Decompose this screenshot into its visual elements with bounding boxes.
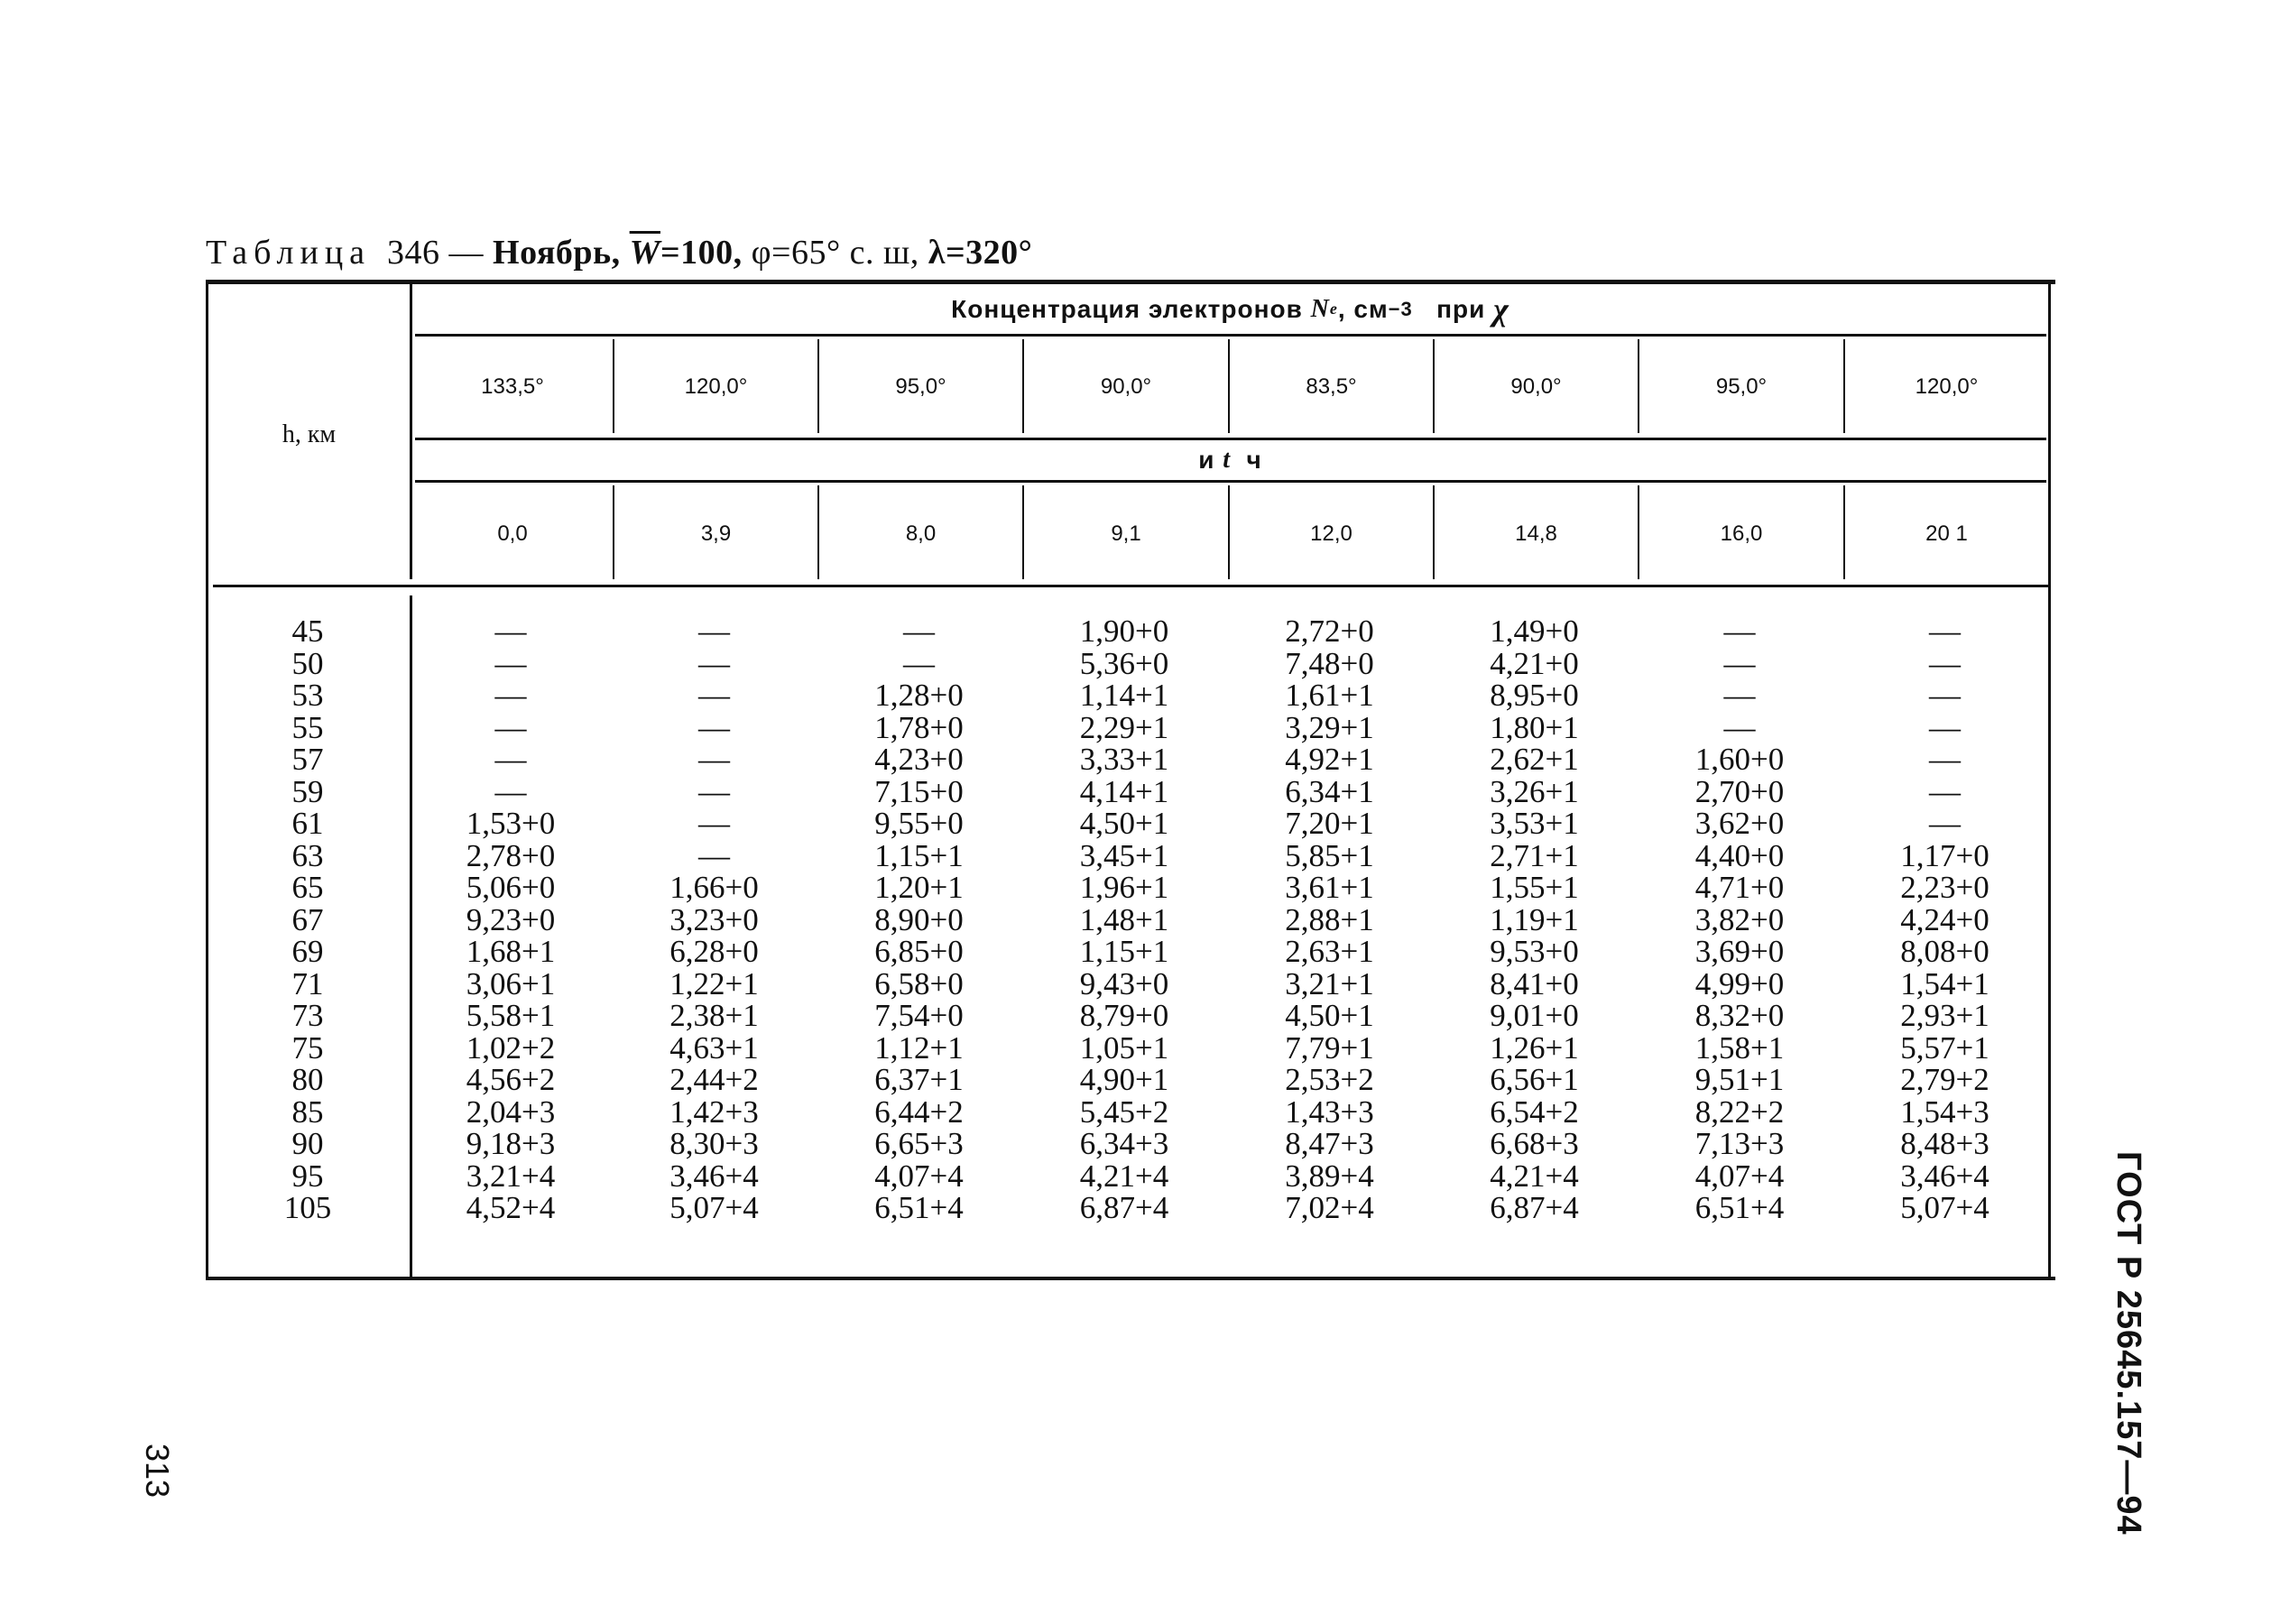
value-cell: — [1929, 773, 1961, 809]
value-cell: 1,54+1 [1900, 965, 1989, 1001]
value-cell: 1,48+1 [1079, 901, 1169, 937]
value-cell: 6,87+4 [1490, 1190, 1579, 1225]
value-cell: 8,41+0 [1490, 965, 1579, 1001]
value-cell: — [903, 645, 935, 681]
value-cell: 6,51+4 [1694, 1190, 1785, 1225]
value-cell: 1,55+1 [1490, 870, 1579, 905]
value-cell: 4,71+0 [1694, 870, 1785, 905]
table-caption [206, 233, 1032, 272]
value-cell: 8,90+0 [874, 901, 964, 937]
caption-lambda: λ=320° [928, 234, 1033, 272]
value-cell: — [698, 773, 730, 809]
height-cell: 53 [291, 678, 324, 713]
value-cell: 1,15+1 [1079, 934, 1169, 969]
value-cell: 4,56+2 [466, 1062, 556, 1097]
value-cell: 2,23+0 [1900, 870, 1989, 905]
value-cell: 8,22+2 [1694, 1093, 1785, 1130]
value-cell: 4,21+0 [1490, 645, 1579, 681]
value-cell: — [698, 645, 730, 681]
value-cell: 8,08+0 [1900, 934, 1989, 969]
time-value: 0,0 [497, 521, 528, 546]
value-cell: 2,78+0 [466, 837, 556, 873]
value-column [1227, 615, 1432, 1224]
caption-w-symbol: $\overline{W}$ [629, 234, 660, 272]
value-cell: — [1723, 678, 1756, 713]
time-value: 8,0 [905, 521, 937, 546]
table-body [206, 615, 2055, 1224]
concentration-title: Концентрация электронов [951, 294, 1303, 323]
value-cell: 1,96+1 [1079, 870, 1169, 905]
caption-phi: φ=65° с. ш, [751, 234, 919, 272]
value-cell: 7,13+3 [1694, 1126, 1785, 1161]
value-cell: 1,15+1 [874, 837, 964, 873]
value-cell: 5,36+0 [1079, 645, 1169, 681]
value-cell: 1,68+1 [466, 934, 556, 969]
value-cell: — [494, 742, 527, 777]
value-cell: — [494, 645, 527, 681]
height-cell: 57 [291, 742, 324, 777]
value-column [1842, 615, 2047, 1224]
value-cell: — [1723, 614, 1756, 649]
value-cell: 4,50+1 [1079, 806, 1169, 841]
time-value: 9,1 [1111, 521, 1141, 546]
value-cell: 1,53+0 [466, 806, 556, 841]
value-cell: 1,12+1 [874, 1029, 964, 1066]
height-cell: 45 [291, 614, 324, 649]
value-cell: 6,87+4 [1079, 1190, 1169, 1225]
time-value: 20 1 [1925, 521, 1968, 546]
concentration-header [412, 284, 2048, 334]
value-cell: — [698, 614, 730, 649]
value-column [1432, 615, 1637, 1224]
value-cell: 4,21+4 [1490, 1158, 1579, 1194]
time-prefix: и [1198, 446, 1215, 474]
value-cell: — [1929, 614, 1961, 649]
value-cell: — [1929, 678, 1961, 713]
value-cell: 6,44+2 [874, 1093, 964, 1130]
time-value: 16,0 [1720, 521, 1763, 546]
height-cell: 73 [291, 998, 324, 1033]
value-cell: 9,43+0 [1079, 965, 1169, 1001]
chi-value: 83,5° [1306, 374, 1357, 399]
value-cell: 6,56+1 [1490, 1062, 1579, 1097]
value-cell: 1,61+1 [1285, 678, 1374, 713]
value-cell: 1,19+1 [1490, 901, 1579, 937]
value-cell: 7,79+1 [1285, 1029, 1374, 1066]
value-cell: — [1929, 645, 1961, 681]
value-cell: — [1723, 645, 1756, 681]
value-cell: 2,71+1 [1490, 837, 1579, 873]
value-cell: 6,34+3 [1079, 1126, 1169, 1161]
value-cell: 5,57+1 [1900, 1029, 1989, 1066]
value-cell: 6,37+1 [874, 1062, 964, 1097]
value-cell: — [494, 614, 527, 649]
value-cell: 6,85+0 [874, 934, 964, 969]
value-cell: 2,79+2 [1900, 1062, 1989, 1097]
value-cell: — [698, 709, 730, 745]
h-column-header [208, 284, 410, 585]
value-cell: 4,90+1 [1079, 1062, 1169, 1097]
value-cell: 1,17+0 [1900, 837, 1989, 873]
value-cell: 7,54+0 [874, 998, 964, 1033]
value-cell: 3,69+0 [1694, 934, 1785, 969]
value-cell: — [1723, 709, 1756, 745]
value-cell: 1,28+0 [874, 678, 964, 713]
value-cell: 8,95+0 [1490, 678, 1579, 713]
value-cell: 4,52+4 [466, 1190, 556, 1225]
height-cell: 95 [291, 1158, 324, 1194]
height-cell: 67 [291, 901, 324, 937]
value-cell: 1,14+1 [1079, 678, 1169, 713]
value-cell: 9,23+0 [466, 901, 556, 937]
value-cell: 3,45+1 [1079, 837, 1169, 873]
value-cell: 1,02+2 [466, 1029, 556, 1066]
height-cell: 85 [291, 1093, 324, 1130]
value-cell: 5,45+2 [1079, 1093, 1169, 1130]
height-cell: 63 [291, 837, 324, 873]
value-cell: 4,24+0 [1900, 901, 1989, 937]
value-cell: 3,26+1 [1490, 773, 1579, 809]
ne-subscript: e [1329, 300, 1338, 318]
caption-dash: — [448, 234, 485, 272]
value-cell: 5,06+0 [466, 870, 556, 905]
value-cell: 3,82+0 [1694, 901, 1785, 937]
value-cell: 3,29+1 [1285, 709, 1374, 745]
value-cell: 1,54+3 [1900, 1093, 1989, 1130]
height-cell: 65 [291, 870, 324, 905]
value-cell: 3,53+1 [1490, 806, 1579, 841]
value-cell: 2,53+2 [1285, 1062, 1374, 1097]
chi-symbol: χ [1493, 291, 1509, 328]
value-cell: 6,28+0 [669, 934, 759, 969]
value-column [410, 615, 612, 1224]
value-cell: 1,58+1 [1694, 1029, 1785, 1066]
value-cell: 1,42+3 [669, 1093, 759, 1130]
value-cell: 3,21+1 [1285, 965, 1374, 1001]
value-cell: 4,92+1 [1285, 742, 1374, 777]
value-column [817, 615, 1021, 1224]
value-cell: 2,38+1 [669, 998, 759, 1033]
value-cell: 4,21+4 [1079, 1158, 1169, 1194]
value-cell: 1,43+3 [1285, 1093, 1374, 1130]
value-cell: 1,05+1 [1079, 1029, 1169, 1066]
value-columns [410, 615, 2047, 1224]
value-cell: — [494, 678, 527, 713]
caption-w-value: =100, [660, 234, 743, 272]
chi-value: 120,0° [684, 374, 748, 399]
height-cell: 50 [291, 645, 324, 681]
value-cell: 2,70+0 [1694, 773, 1785, 809]
value-cell: 4,07+4 [1694, 1158, 1785, 1194]
chi-value: 90,0° [1510, 374, 1562, 399]
value-column [612, 615, 817, 1224]
value-cell: — [698, 678, 730, 713]
chi-value: 90,0° [1100, 374, 1152, 399]
value-cell: 8,48+3 [1900, 1126, 1989, 1161]
value-cell: 5,07+4 [669, 1190, 759, 1225]
height-cell: 105 [283, 1190, 332, 1225]
value-cell: 1,22+1 [669, 965, 759, 1001]
value-cell: 2,88+1 [1285, 901, 1374, 937]
at-label: при [1436, 294, 1486, 323]
value-cell: 9,51+1 [1694, 1062, 1785, 1097]
h-label: h, км [282, 420, 337, 448]
page-number: 313 [139, 1444, 176, 1499]
value-cell: 9,01+0 [1490, 998, 1579, 1033]
ne-symbol: N [1310, 294, 1330, 323]
value-column [1637, 615, 1842, 1224]
value-cell: 6,58+0 [874, 965, 964, 1001]
value-cell: 4,63+1 [669, 1029, 759, 1066]
value-cell: 5,07+4 [1900, 1190, 1989, 1225]
value-cell: 2,63+1 [1285, 934, 1374, 969]
height-cell: 61 [291, 806, 324, 841]
value-cell: — [1929, 806, 1961, 841]
value-cell: 3,06+1 [466, 965, 556, 1001]
caption-month: Ноябрь, [493, 234, 621, 272]
caption-label: Таблица [206, 234, 372, 272]
value-cell: 3,33+1 [1079, 742, 1169, 777]
value-cell: 4,50+1 [1285, 998, 1374, 1033]
caption-number: 346 [387, 234, 440, 272]
value-cell: 1,20+1 [874, 870, 964, 905]
value-cell: 3,23+0 [669, 901, 759, 937]
value-cell: 6,68+3 [1490, 1126, 1579, 1161]
value-cell: — [494, 773, 527, 809]
time-value: 12,0 [1310, 521, 1352, 546]
value-cell: 1,90+0 [1079, 614, 1169, 649]
table-bottom-rule [206, 1277, 2055, 1280]
value-cell: — [494, 709, 527, 745]
value-cell: 2,93+1 [1900, 998, 1989, 1033]
value-cell: 1,49+0 [1490, 614, 1579, 649]
value-cell: 8,47+3 [1285, 1126, 1374, 1161]
value-cell: 7,48+0 [1285, 645, 1374, 681]
value-cell: — [1929, 742, 1961, 777]
value-cell: 9,18+3 [466, 1126, 556, 1161]
height-cell: 90 [291, 1126, 324, 1161]
value-cell: 3,89+4 [1285, 1158, 1374, 1194]
value-cell: 4,23+0 [874, 742, 964, 777]
time-unit: ч [1246, 446, 1262, 474]
value-cell: 6,34+1 [1285, 773, 1374, 809]
unit-exponent: −3 [1388, 297, 1413, 320]
value-cell: 8,30+3 [669, 1126, 759, 1161]
value-cell: 4,07+4 [874, 1158, 964, 1194]
value-cell: 3,61+1 [1285, 870, 1374, 905]
value-cell: 2,72+0 [1285, 614, 1374, 649]
time-value: 3,9 [700, 521, 732, 546]
value-cell: 4,40+0 [1694, 837, 1785, 873]
chi-value: 133,5° [481, 374, 544, 399]
value-cell: — [698, 742, 730, 777]
value-cell: — [903, 614, 935, 649]
height-cell: 80 [291, 1062, 324, 1097]
value-cell: 6,51+4 [874, 1190, 964, 1225]
unit-label: , см [1337, 294, 1389, 323]
value-cell: — [1929, 709, 1961, 745]
value-cell: 2,04+3 [466, 1093, 556, 1130]
height-cell: 71 [291, 965, 324, 1001]
value-cell: 7,15+0 [874, 773, 964, 809]
value-cell: 1,66+0 [669, 870, 759, 905]
height-cell: 69 [291, 934, 324, 969]
chi-value: 95,0° [1715, 374, 1768, 399]
value-cell: 3,46+4 [1900, 1158, 1989, 1194]
value-cell: 5,58+1 [466, 998, 556, 1033]
value-cell: 2,62+1 [1490, 742, 1579, 777]
header-bottom-rule [213, 585, 2048, 587]
value-cell: 8,32+0 [1694, 998, 1785, 1033]
value-cell: 1,80+1 [1490, 709, 1579, 745]
value-cell: 1,78+0 [874, 709, 964, 745]
value-cell: 6,65+3 [874, 1126, 964, 1161]
value-cell: 5,85+1 [1285, 837, 1374, 873]
height-cell: 55 [291, 709, 324, 745]
value-cell: 9,55+0 [874, 806, 964, 841]
value-cell: 2,29+1 [1079, 709, 1169, 745]
time-symbol: t [1223, 446, 1231, 474]
height-column [206, 615, 410, 1224]
time-value: 14,8 [1515, 521, 1557, 546]
value-cell: 3,62+0 [1694, 806, 1785, 841]
time-header [412, 440, 2048, 480]
document-designation: ГОСТ Р 25645.157—94 [2109, 1151, 2147, 1536]
value-cell: 3,46+4 [669, 1158, 759, 1194]
value-cell: 7,02+4 [1285, 1190, 1374, 1225]
value-cell: 1,26+1 [1490, 1029, 1579, 1066]
chi-value: 95,0° [895, 374, 946, 399]
value-cell: 8,79+0 [1079, 998, 1169, 1033]
value-cell: 6,54+2 [1490, 1093, 1579, 1130]
chi-value: 120,0° [1915, 374, 1979, 399]
height-cell: 59 [291, 773, 324, 809]
value-cell: 7,20+1 [1285, 806, 1374, 841]
value-cell: 4,99+0 [1694, 965, 1785, 1001]
value-cell: 3,21+4 [466, 1158, 556, 1194]
value-cell: — [698, 837, 730, 873]
value-column [1021, 615, 1227, 1224]
value-cell: 9,53+0 [1490, 934, 1579, 969]
height-cell: 75 [291, 1029, 324, 1066]
data-table [206, 280, 2055, 1283]
value-cell: 1,60+0 [1694, 742, 1785, 777]
value-cell: 2,44+2 [669, 1062, 759, 1097]
value-cell: — [698, 806, 730, 841]
value-cell: 4,14+1 [1079, 773, 1169, 809]
